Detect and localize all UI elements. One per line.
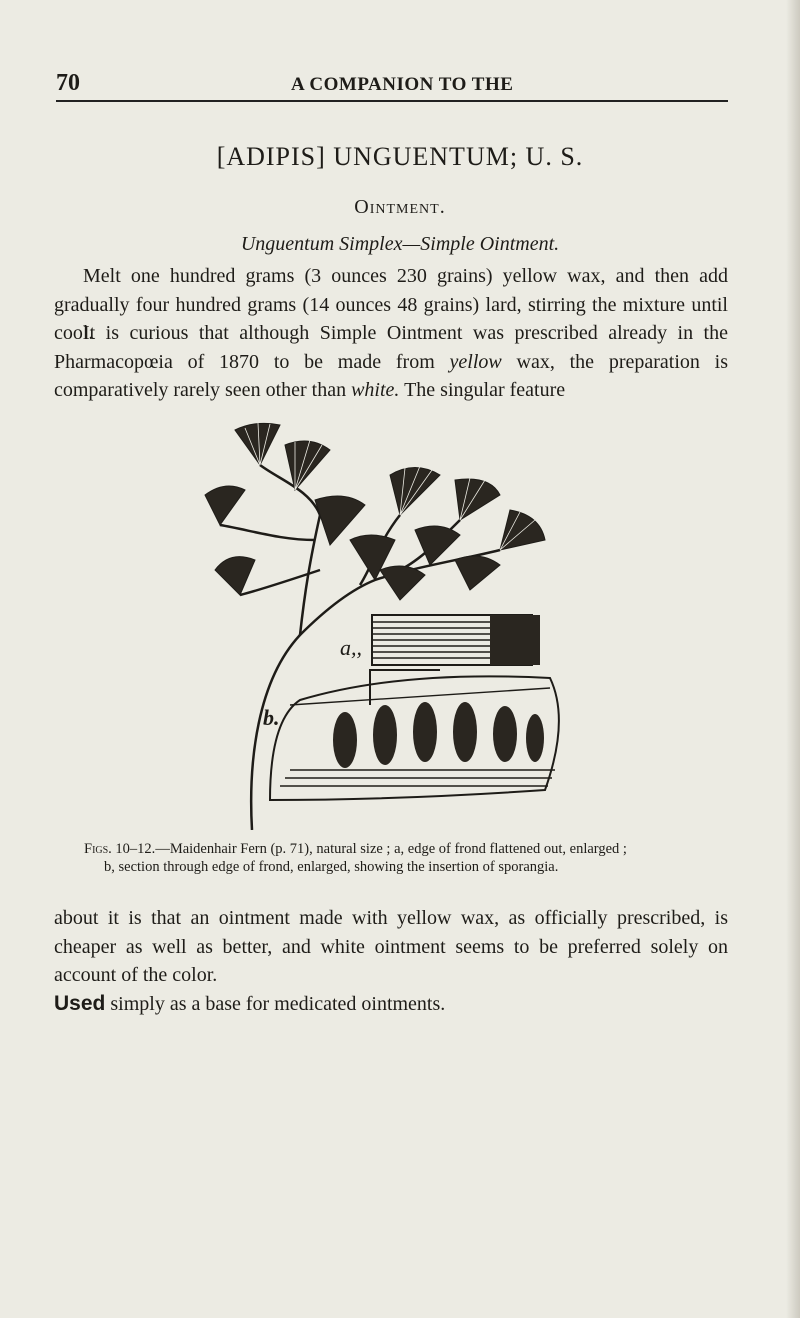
- use-text: simply as a base for medicated ointments.: [105, 993, 446, 1015]
- caption-line-1: —Maidenhair Fern (p. 71), natural size ; a, edge of frond flattened out, enlarged ;: [155, 841, 627, 857]
- emphasis-yellow: yellow: [449, 350, 502, 373]
- figure-label-b: b.: [263, 705, 280, 730]
- use-lead-word: Used: [54, 992, 106, 1015]
- pinnule: [415, 526, 460, 565]
- caption-line-2: b, section through edge of frond, enlarged, showing the insertion of sporangia.: [104, 859, 559, 875]
- entry-synonym: Unguentum Simplex—Simple Ointment.: [240, 233, 560, 255]
- emphasis-white: white.: [351, 379, 400, 401]
- page-number: 70: [56, 70, 80, 96]
- running-head: [56, 70, 726, 104]
- paragraph-history-text-2: wax, the preparation is comparatively rarely seen other than: [54, 350, 728, 401]
- figure-label-a: a,,: [340, 635, 362, 660]
- fern-stipe: [251, 550, 500, 830]
- pinnule: [455, 556, 500, 590]
- paragraph-use: [54, 990, 728, 1019]
- detail-b: [270, 676, 559, 800]
- pinnule: [380, 566, 425, 600]
- pinnule: [215, 557, 255, 595]
- paragraph-history-text-3: The singular feature: [399, 379, 566, 401]
- paragraph-cost: about it is that an ointment made with yellow wax, as officially prescribed, is cheaper as well as better, and white ointment seems to be preferred solely on account of the color.: [54, 907, 728, 986]
- caption-lead: Figs. 10–12.: [84, 841, 156, 857]
- paragraph-preparation: Melt one hundred grams (3 ounces 230 grains) yellow wax, and then add gradually four hundred grams (14 ounces 48 grains) lard, stirring the mixture until cool.: [54, 265, 728, 344]
- entry-title: [ADIPIS] UNGUENTUM; U. S.: [216, 142, 584, 171]
- pinnule: [390, 468, 440, 516]
- entry-subtitle: Ointment.: [354, 196, 446, 218]
- header-rule: [56, 100, 728, 102]
- maidenhair-fern-illustration: [200, 420, 580, 830]
- running-title: A COMPANION TO THE: [291, 74, 514, 95]
- detail-a: [370, 615, 540, 705]
- figure-caption: [84, 840, 724, 876]
- paragraph-history: [54, 319, 728, 405]
- pinnule: [205, 486, 245, 525]
- paragraph-history-text: It is curious that although Simple Ointment was prescribed already in the Pharmacopœia of 1870 to be made from: [54, 322, 728, 373]
